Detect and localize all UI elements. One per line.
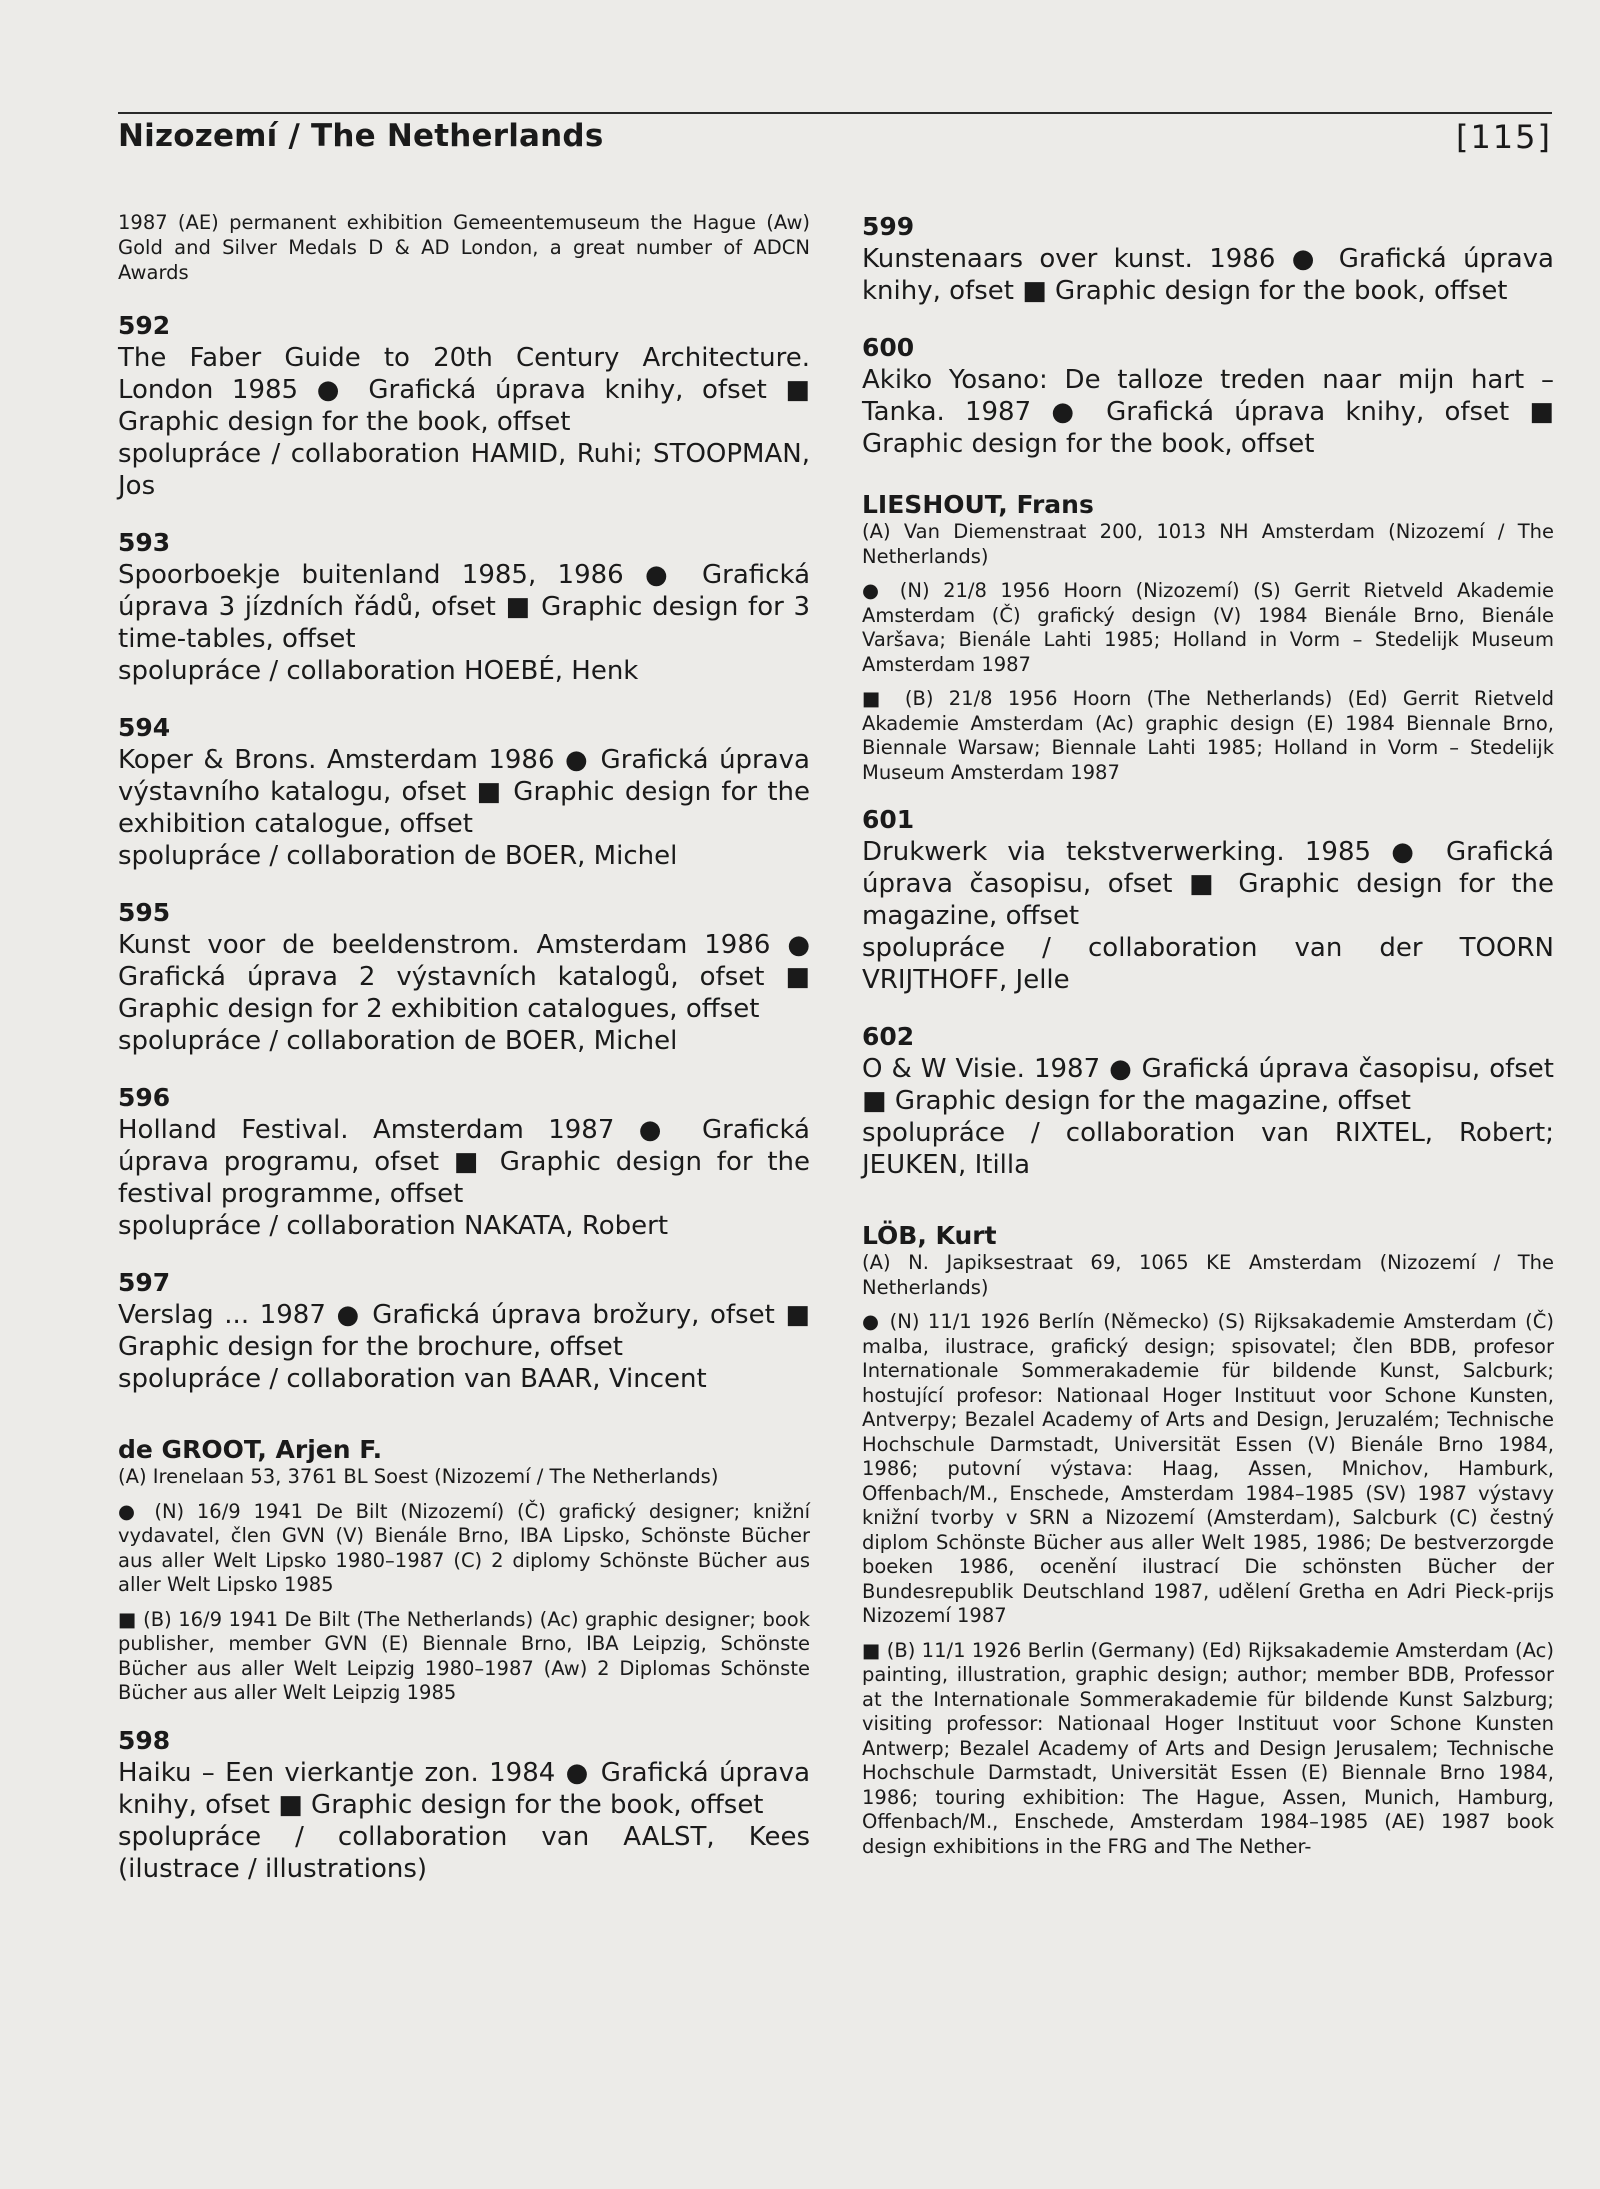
person-name: de GROOT, Arjen F.: [118, 1435, 383, 1464]
entry-number: 600: [862, 333, 915, 362]
entry-collab: spolupráce / collaboration HAMID, Ruhi; STOOPMAN, Jos: [118, 439, 810, 501]
person-bio-cz: ● (N) 16/9 1941 De Bilt (Nizozemí) (Č) grafický designer; knižní vydavatel, člen GVN (V) Bienále Brno, IBA Lipsko, Schönste Bücher aus aller Welt Lipsko 1980–1987 (C) 2 diplomy Schönste Bücher aus aller Welt Lipsko 1985: [118, 1499, 810, 1596]
page-title: Nizozemí / The Netherlands: [118, 118, 604, 154]
entry-number: 593: [118, 528, 171, 557]
entry-593: [118, 526, 810, 687]
person-lob: [862, 1221, 1554, 1859]
person-de-groot: [118, 1435, 810, 1706]
entry-number: 601: [862, 805, 915, 834]
entry-collab: spolupráce / collaboration van BAAR, Vincent: [118, 1364, 707, 1394]
page-number: [115]: [1455, 118, 1552, 156]
person-name: LIESHOUT, Frans: [862, 490, 1094, 519]
entry-592: [118, 309, 810, 502]
left-column: [118, 210, 810, 1909]
entry-594: [118, 711, 810, 872]
entry-597: [118, 1266, 810, 1395]
entry-number: 598: [118, 1725, 171, 1755]
entry-number: 596: [118, 1083, 171, 1112]
entry-title: Haiku – Een vierkantje zon. 1984 ● Grafická úprava knihy, ofset ■ Graphic design for the book, offset: [118, 1757, 810, 1820]
person-address: (A) Van Diemenstraat 200, 1013 NH Amsterdam (Nizozemí / The Netherlands): [862, 520, 1554, 568]
entry-number: 595: [118, 898, 171, 927]
entry-collab: spolupráce / collaboration de BOER, Michel: [118, 1026, 678, 1056]
person-bio-en: ■ (B) 11/1 1926 Berlin (Germany) (Ed) Rijksakademie Amsterdam (Ac) painting, illustration, graphic design; author; member BDB, Professor at the Internationale Sommerakademie für bildende Kunst Salzburg; visiting professor: Nationaal Hoger Instituut voor Schone Kunsten Antwerp; Bezalel Academy of Arts and Design Jerusalem; Technische Hochschule Darmstadt, Universität Essen (E) Biennale Brno 1984, 1986; touring exhibition: The Hague, Assen, Munich, Hamburg, Offenbach/M., Enschede, Amsterdam 1984–1985 (AE) 1987 book design exhibitions in the FRG and The Nether-: [862, 1638, 1554, 1858]
entry-title: Koper & Brons. Amsterdam 1986 ● Grafická úprava výstavního katalogu, ofset ■ Graphic design for the exhibition catalogue, offset: [118, 745, 810, 839]
entry-title: Holland Festival. Amsterdam 1987 ● Grafická úprava programu, ofset ■ Graphic design for the festival programme, offset: [118, 1115, 810, 1209]
entry-602: [862, 1020, 1554, 1181]
entry-title: Kunstenaars over kunst. 1986 ● Grafická úprava knihy, ofset ■ Graphic design for the book, offset: [862, 244, 1554, 306]
entry-title: The Faber Guide to 20th Century Architecture. London 1985 ● Grafická úprava knihy, ofset ■ Graphic design for the book, offset: [118, 343, 810, 437]
entry-collab: spolupráce / collaboration van RIXTEL, Robert; JEUKEN, Itilla: [862, 1118, 1554, 1180]
entry-collab: spolupráce / collaboration de BOER, Michel: [118, 841, 678, 871]
intro-text: 1987 (AE) permanent exhibition Gemeentemuseum the Hague (Aw) Gold and Silver Medals D & AD London, a great number of ADCN Awards: [118, 211, 810, 284]
entry-collab: spolupráce / collaboration NAKATA, Robert: [118, 1211, 669, 1241]
entry-number: 602: [862, 1022, 915, 1051]
person-bio-en: ■ (B) 21/8 1956 Hoorn (The Netherlands) (Ed) Gerrit Rietveld Akademie Amsterdam (Ac) graphic design (E) 1984 Biennale Brno, Biennale Warsaw; Biennale Lahti 1985; Holland in Vorm – Stedelijk Museum Amsterdam 1987: [862, 687, 1554, 784]
entry-601: [862, 803, 1554, 996]
entry-number: 599: [862, 212, 915, 241]
person-bio-cz: ● (N) 21/8 1956 Hoorn (Nizozemí) (S) Gerrit Rietveld Akademie Amsterdam (Č) grafický design (V) 1984 Bienále Brno, Bienále Varšava; Bienále Lahti 1985; Holland in Vorm – Stedelijk Museum Amsterdam 1987: [862, 579, 1554, 676]
entry-title: Spoorboekje buitenland 1985, 1986 ● Grafická úprava 3 jízdních řádů, ofset ■ Graphic design for 3 time-tables, offset: [118, 560, 810, 654]
entry-595: [118, 896, 810, 1057]
person-address: (A) N. Japiksestraat 69, 1065 KE Amsterdam (Nizozemí / The Netherlands): [862, 1251, 1554, 1299]
entry-number: 592: [118, 311, 171, 340]
entry-collab: spolupráce / collaboration HOEBÉ, Henk: [118, 656, 639, 686]
entry-collab: spolupráce / collaboration van AALST, Kees (ilustrace / illustrations): [118, 1821, 810, 1884]
entry-596: [118, 1081, 810, 1242]
entry-599: [862, 210, 1554, 307]
entry-600: [862, 331, 1554, 460]
right-column: [862, 210, 1554, 1869]
entry-title: O & W Visie. 1987 ● Grafická úprava časopisu, ofset ■ Graphic design for the magazine, offset: [862, 1054, 1554, 1116]
entry-title: Verslag ... 1987 ● Grafická úprava brožury, ofset ■ Graphic design for the brochure, offset: [118, 1300, 810, 1362]
header-rule: [118, 112, 1552, 114]
person-address: (A) Irenelaan 53, 3761 BL Soest (Nizozemí / The Netherlands): [118, 1465, 719, 1488]
entry-number: 594: [118, 713, 171, 742]
entry-598: [118, 1724, 810, 1885]
entry-title: Kunst voor de beeldenstrom. Amsterdam 1986 ● Grafická úprava 2 výstavních katalogů, ofset ■ Graphic design for 2 exhibition catalogues, offset: [118, 930, 810, 1024]
entry-title: Akiko Yosano: De talloze treden naar mijn hart – Tanka. 1987 ● Grafická úprava knihy, ofset ■ Graphic design for the book, offset: [862, 365, 1554, 459]
person-name: LÖB, Kurt: [862, 1221, 997, 1250]
entry-title: Drukwerk via tekstverwerking. 1985 ● Grafická úprava časopisu, ofset ■ Graphic design for the magazine, offset: [862, 837, 1554, 931]
entry-number: 597: [118, 1268, 171, 1297]
person-bio-cz: ● (N) 11/1 1926 Berlín (Německo) (S) Rijksakademie Amsterdam (Č) malba, ilustrace, grafický design; spisovatel; člen BDB, profesor Internationale Sommerakademie für bildende Kunst, Salcburk; hostující profesor: Nationaal Hoger Instituut voor Schone Kunsten, Antverpy; Bezalel Academy of Arts and Design, Jeruzalém; Technische Hochschule Darmstadt, Universität Essen (V) Bienále Brno 1984, 1986; putovní výstava: Haag, Assen, Mnichov, Hamburk, Offenbach/M., Enschede, Amsterdam 1984–1985 (SV) 1987 výstavy knižní tvorby v SRN a Nizozemí (Amsterdam), Salcburk (C) čestný diplom Schönste Bücher aus aller Welt 1985, 1986; De bestverzorgde boeken 1986, ocenění ilustrací Die schönsten Bücher der Bundesrepublik Deutschland 1987, udělení Gretha en Adri Pieck-prijs Nizozemí 1987: [862, 1310, 1554, 1627]
person-lieshout: [862, 490, 1554, 785]
person-bio-en: ■ (B) 16/9 1941 De Bilt (The Netherlands) (Ac) graphic designer; book publisher, member GVN (E) Biennale Brno, IBA Leipzig, Schönste Bücher aus aller Welt Leipzig 1980–1987 (Aw) 2 Diplomas Schönste Bücher aus aller Welt Leipzig 1985: [118, 1607, 810, 1704]
entry-collab: spolupráce / collaboration van der TOORN VRIJTHOFF, Jelle: [862, 933, 1554, 995]
